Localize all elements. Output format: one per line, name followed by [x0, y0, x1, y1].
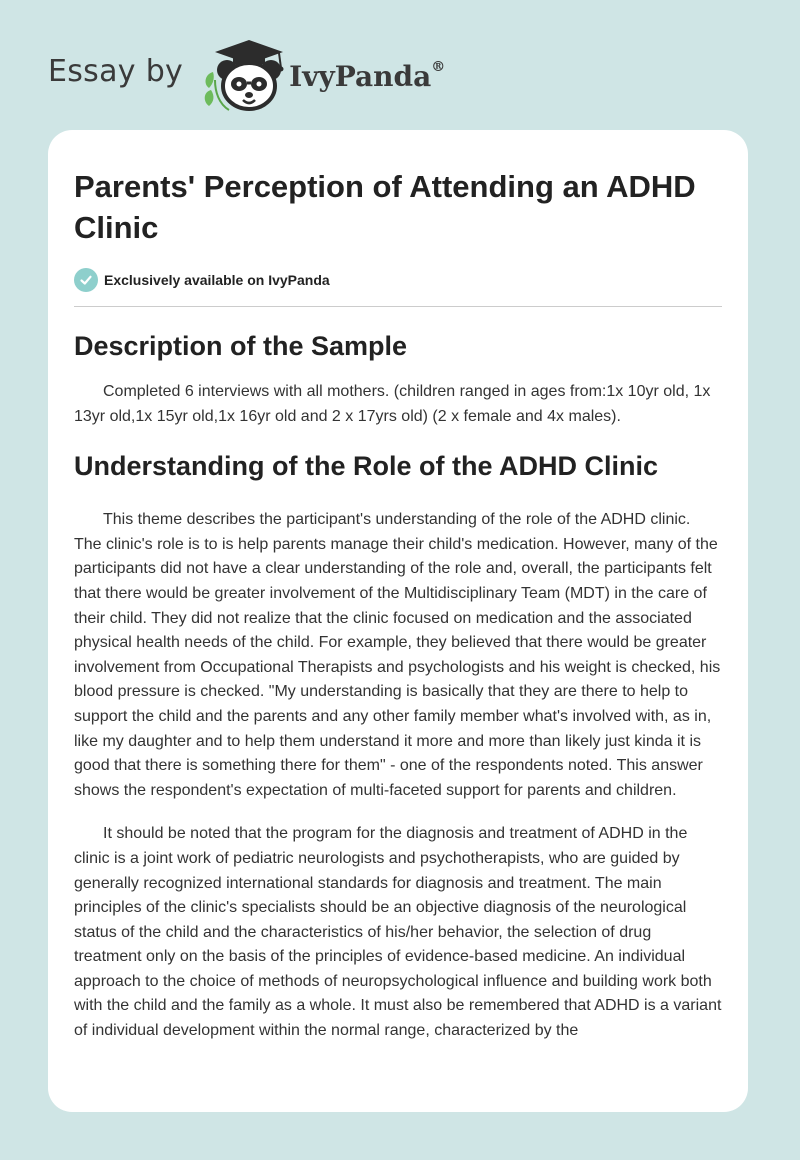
ivypanda-panda-logo-icon[interactable] [199, 34, 295, 114]
section-heading: Understanding of the Role of the ADHD Clinic [74, 451, 658, 482]
essay-by-label: Essay by [48, 53, 184, 89]
section-heading: Description of the Sample [74, 331, 408, 361]
paragraph: Completed 6 interviews with all mothers. (children ranged in ages from:1x 10yr old, 1x 13yr old,1x 15yr old,1x 16yr old and 2 x 17yrs old) (2 x female and 4x males). [74, 383, 711, 425]
panda-logo-icon [199, 34, 295, 114]
essay-card [48, 130, 748, 1112]
essay-title: Parents' Perception of Attending an ADHD Clinic [74, 169, 696, 245]
brand-text: IvyPanda [289, 59, 432, 93]
paragraph: This theme describes the participant's understanding of the role of the ADHD clinic. The clinic's role is to is help parents manage their child's medication. However, many of the participants did not have a clear understanding of the role and, overall, the participants felt that there would be greater involvement of the Multidisciplinary Team (MDT) in the care of their child. They did not realize that the clinic focused on medication and the associated physical health needs of the child. For example, they believed that there would be greater involvement from Occupational Therapists and psychologists and his weight is checked, his blood pressure is checked. "My understanding is basically that they are there to help to support the child and the parents and any other family member what's involved with, as in, like my daughter and to help them understand it more and more than likely just kinda it is good that there is something there for them" - one of the respondents noted. This answer shows the respondent's expectation of multi-faceted support for parents and children. [74, 511, 721, 799]
paragraph: It should be noted that the program for the diagnosis and treatment of ADHD in the clinic is a joint work of pediatric neurologists and psychotherapists, who are guided by generally recognized international standards for diagnosis and treatment. The main principles of the clinic's specialists should be an objective diagnosis of the neurological status of the child and the characteristics of his/her behavior, the selection of drug treatment only on the basis of the principles of evidence-based medicine. An individual approach to the choice of methods of neuropsychological influence and building work both with the child and the family as a whole. It must also be remembered that ADHD is a variant of individual development within the normal range, characterized by the [74, 825, 722, 1040]
brand-name[interactable] [289, 60, 445, 93]
exclusive-label: Exclusively available on IvyPanda [104, 272, 330, 288]
exclusive-badge [74, 267, 722, 293]
site-header [48, 34, 445, 114]
registered-mark: ® [431, 59, 446, 76]
divider [74, 306, 722, 307]
check-icon [74, 268, 98, 292]
